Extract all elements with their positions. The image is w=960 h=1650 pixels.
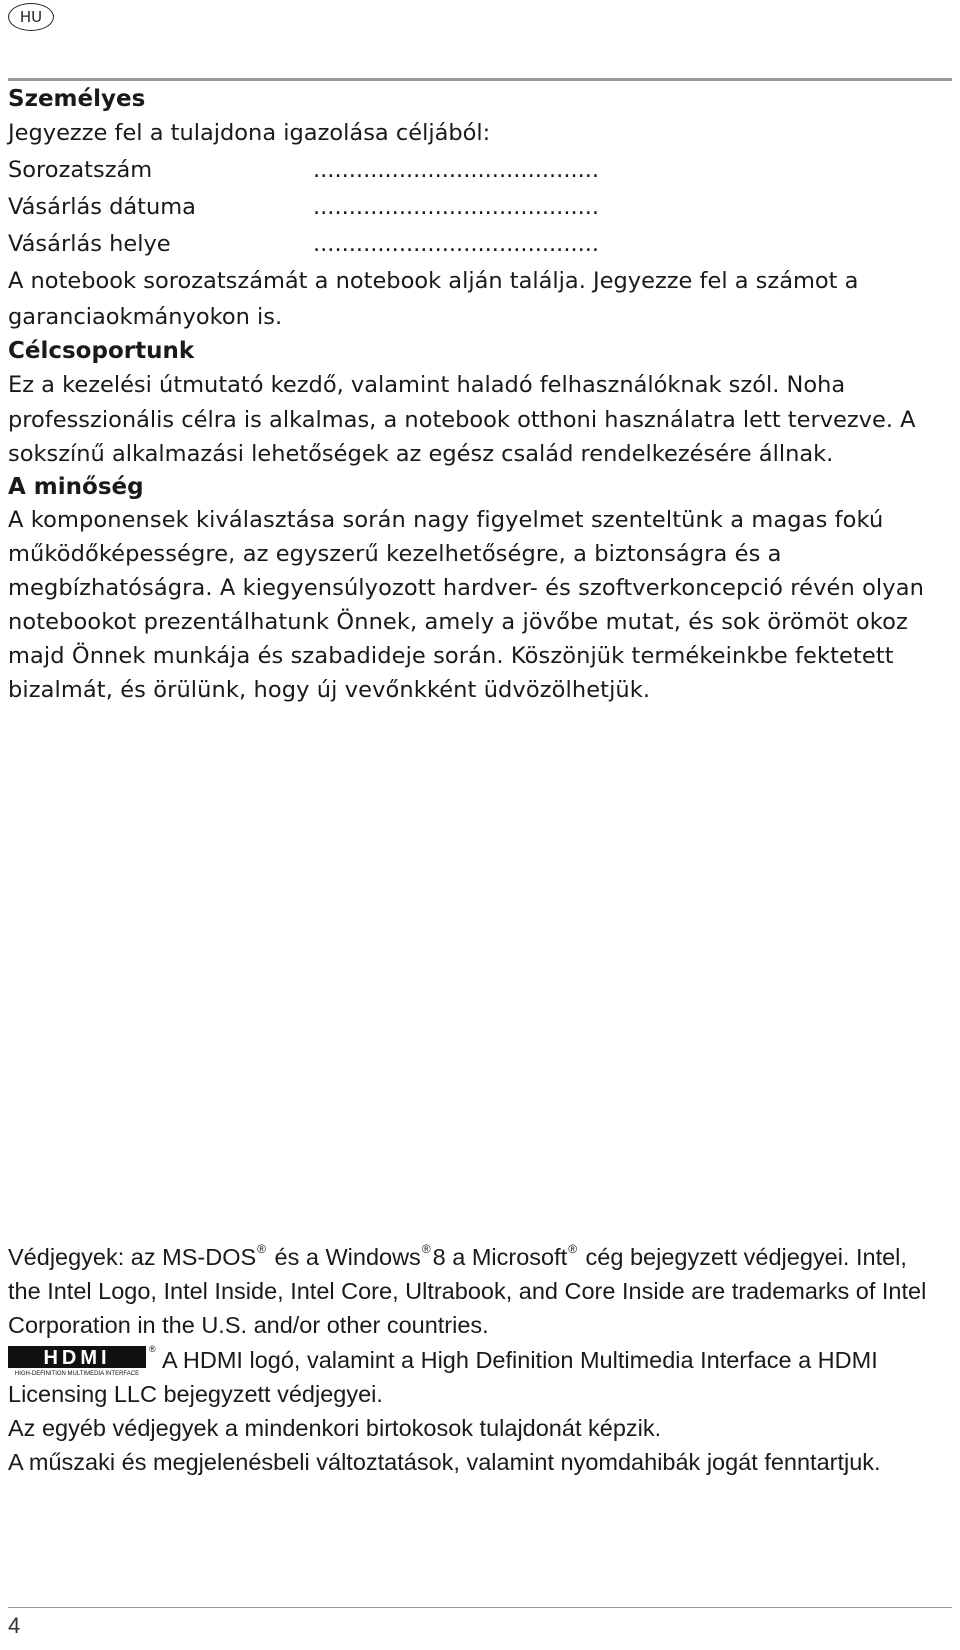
purchase-place-label: Vásárlás helye bbox=[8, 231, 171, 257]
target-body: Ez a kezelési útmutató kezdő, valamint haladó felhasználóknak szól. Noha professzionális célra is alkalmas, a notebook otthoni használatra lett tervezve. A sokszínű alkalmazási lehetőségek az egész család rendelkezésére állnak. bbox=[8, 372, 916, 467]
rights-reserved: A műszaki és megjelenésbeli változtatások, valamint nyomdahibák jogát fenntartjuk. bbox=[8, 1449, 881, 1475]
serial-number-label: Sorozatszám bbox=[8, 157, 153, 183]
quality-section bbox=[8, 472, 940, 707]
trademark-notice: Védjegyek: az MS-DOS® és a Windows®8 a Microsoft® cég bejegyzett védjegyei. Intel, the Intel Logo, Intel Inside, Intel Core, Ultrabook, and Core Inside are trademarks of Intel Corporation in the U.S. and/or other countries. bbox=[8, 1242, 927, 1338]
language-badge: HU bbox=[8, 3, 54, 31]
serial-note: A notebook sorozatszámát a notebook alján találja. Jegyezze fel a számot a garanciaokmányokon is. bbox=[8, 268, 859, 330]
target-heading: Célcsoportunk bbox=[8, 338, 195, 364]
purchase-place-blank: ........................................ bbox=[313, 231, 600, 257]
hdmi-notice bbox=[8, 1342, 940, 1411]
serial-number-row bbox=[8, 152, 940, 189]
hdmi-notice-text: A HDMI logó, valamint a High Definition Multimedia Interface a HDMI Licensing LLC bejegyzett védjegyei. bbox=[8, 1347, 878, 1407]
registered-mark: ® bbox=[568, 1242, 578, 1256]
hdmi-logo-icon bbox=[8, 1342, 154, 1376]
footer-divider bbox=[8, 1607, 952, 1608]
header-divider bbox=[8, 78, 952, 81]
personal-section bbox=[8, 84, 940, 335]
purchase-date-row bbox=[8, 189, 940, 226]
registered-mark: ® bbox=[421, 1242, 431, 1256]
purchase-place-row bbox=[8, 226, 940, 263]
svg-text:®: ® bbox=[149, 1344, 156, 1354]
trademarks-section bbox=[8, 1232, 940, 1479]
purchase-date-blank: ........................................ bbox=[313, 194, 600, 220]
target-section bbox=[8, 335, 940, 472]
personal-intro: Jegyezze fel a tulajdona igazolása céljából: bbox=[8, 120, 491, 146]
main-content bbox=[8, 84, 940, 707]
page-number: 4 bbox=[8, 1613, 21, 1638]
svg-text:HDMI: HDMI bbox=[43, 1347, 111, 1369]
svg-text:HIGH-DEFINITION MULTIMEDIA INT: HIGH-DEFINITION MULTIMEDIA INTERFACE bbox=[14, 1371, 140, 1377]
quality-heading: A minőség bbox=[8, 473, 144, 500]
purchase-date-label: Vásárlás dátuma bbox=[8, 194, 196, 220]
serial-number-blank: ........................................ bbox=[313, 157, 600, 183]
quality-body: A komponensek kiválasztása során nagy figyelmet szenteltünk a magas fokú működőképességre, az egyszerű kezelhetőségre, a biztonságra és a megbízhatóságra. A kiegyensúlyozott hardver- és szoftverkoncepció révén olyan notebookot prezentálhatunk Önnek, amely a jövőbe mutat, és sok örömöt okoz majd Önnek munkája és szabadideje során. Köszönjük termékeinkbe fektetett bizalmát, és örülünk, hogy új vevőnkként üdvözölhetjük. bbox=[8, 506, 924, 703]
other-trademarks: Az egyéb védjegyek a mindenkori birtokosok tulajdonát képzik. bbox=[8, 1415, 662, 1441]
registered-mark: ® bbox=[257, 1242, 266, 1256]
personal-heading: Személyes bbox=[8, 86, 146, 112]
